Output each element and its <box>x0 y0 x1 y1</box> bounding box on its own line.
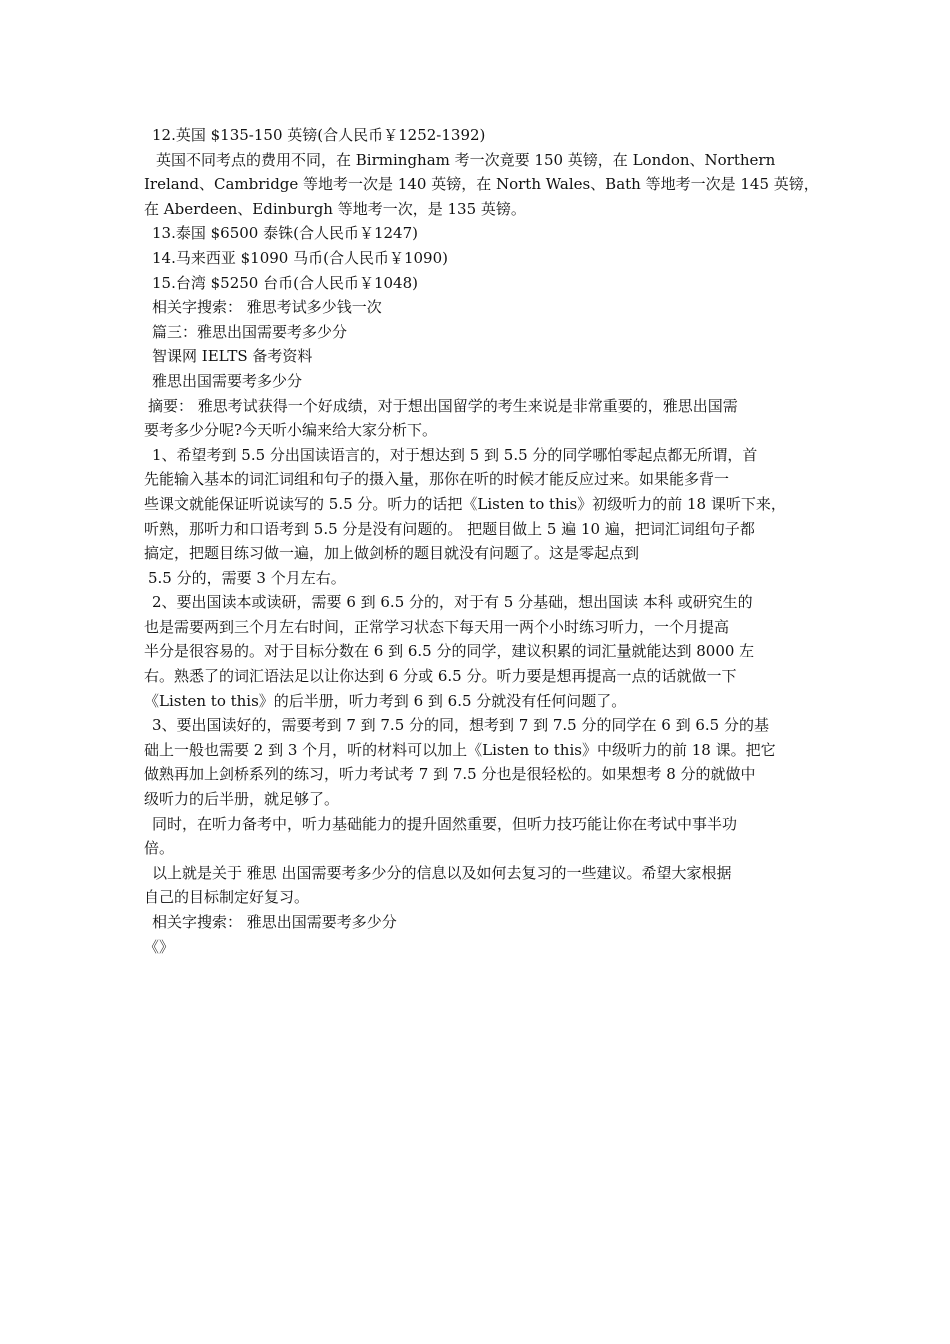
text-line: 英国不同考点的费用不同，在 Birmingham 考一次竟要 150 英镑，在 London、Northern <box>156 150 776 169</box>
article-title: 雅思出国需要考多少分 <box>152 371 303 390</box>
text-line: 12.英国 $135-150 英镑(合人民币￥1252-1392) <box>152 126 486 144</box>
text-line: 相关字搜索： 雅思考试多少钱一次 <box>152 298 382 317</box>
text-line: 也是需要两到三个月左右时间，正常学习状态下每天用一两个小时练习听力，一个月提高 <box>144 617 730 636</box>
text-line: 级听力的后半册，就足够了。 <box>144 790 340 809</box>
text-line: 右。熟悉了的词汇语法足以让你达到 6 分或 6.5 分。听力要是想再提高一点的话就做一下 <box>144 667 737 686</box>
text-line: 做熟再加上剑桥系列的练习，听力考试考 7 到 7.5 分也是很轻松的。如果想考 8 分的就做中 <box>144 765 756 784</box>
text-line: 13.泰国 $6500 泰铢(合人民币￥1247) <box>152 224 418 243</box>
text-line: 自己的目标制定好复习。 <box>144 888 310 907</box>
text-line: Ireland、Cambridge 等地考一次是 140 英镑，在 North Wales、Bath 等地考一次是 145 英镑， <box>144 175 819 194</box>
text-line: 2、要出国读本或读研，需要 6 到 6.5 分的，对于有 5 分基础，想出国读 本科 或研究生的 <box>152 593 753 612</box>
text-line: 智课网 IELTS 备考资料 <box>152 347 313 366</box>
document-body <box>144 123 819 959</box>
text-line: 要考多少分呢?今天听小编来给大家分析下。 <box>144 421 438 440</box>
text-line: 15.台湾 $5250 台币(合人民币￥1048) <box>152 273 418 292</box>
text-line: 以上就是关于 雅思 出国需要考多少分的信息以及如何去复习的一些建议。希望大家根据 <box>152 863 732 882</box>
text-line: 先能输入基本的词汇词组和句子的摄入量，那你在听的时候才能反应过来。如果能多背一 <box>144 470 730 489</box>
text-line: 3、要出国读好的，需要考到 7 到 7.5 分的同，想考到 7 到 7.5 分的同学在 6 到 6.5 分的基 <box>152 716 769 735</box>
text-line: 1、希望考到 5.5 分出国读语言的，对于想达到 5 到 5.5 分的同学哪怕零起点都无所谓，首 <box>152 445 758 464</box>
text-line: 半分是很容易的。对于目标分数在 6 到 6.5 分的同学，建议积累的词汇量就能达到 8000 左 <box>144 642 755 661</box>
text-line: 摘要： 雅思考试获得一个好成绩，对于想出国留学的考生来说是非常重要的，雅思出国需 <box>148 396 738 415</box>
text-line: 《》 <box>144 937 175 956</box>
text-line: 在 Aberdeen、Edinburgh 等地考一次，是 135 英镑。 <box>144 199 526 218</box>
text-line: 听熟，那听力和口语考到 5.5 分是没有问题的。 把题目做上 5 遍 10 遍，把词汇词组句子都 <box>144 519 755 538</box>
text-line: 5.5 分的，需要 3 个月左右。 <box>148 568 346 587</box>
text-line: 《Listen to this》的后半册，听力考到 6 到 6.5 分就没有任何问题了。 <box>144 691 627 710</box>
text-line: 14.马来西亚 $1090 马币(合人民币￥1090) <box>152 248 448 267</box>
text-line: 搞定，把题目练习做一遍，加上做剑桥的题目就没有问题了。这是零起点到 <box>144 544 640 563</box>
text-line: 些课文就能保证听说读写的 5.5 分。听力的话把《Listen to this》初级听力的前 18 课听下来， <box>144 494 786 513</box>
text-line: 倍。 <box>144 839 175 858</box>
text-line: 同时，在听力备考中，听力基础能力的提升固然重要，但听力技巧能让你在考试中事半功 <box>152 814 738 833</box>
text-line: 础上一般也需要 2 到 3 个月，听的材料可以加上《Listen to this》中级听力的前 18 课。把它 <box>144 740 776 759</box>
section-heading: 篇三：雅思出国需要考多少分 <box>152 322 348 341</box>
text-line: 相关字搜索： 雅思出国需要考多少分 <box>152 913 397 931</box>
